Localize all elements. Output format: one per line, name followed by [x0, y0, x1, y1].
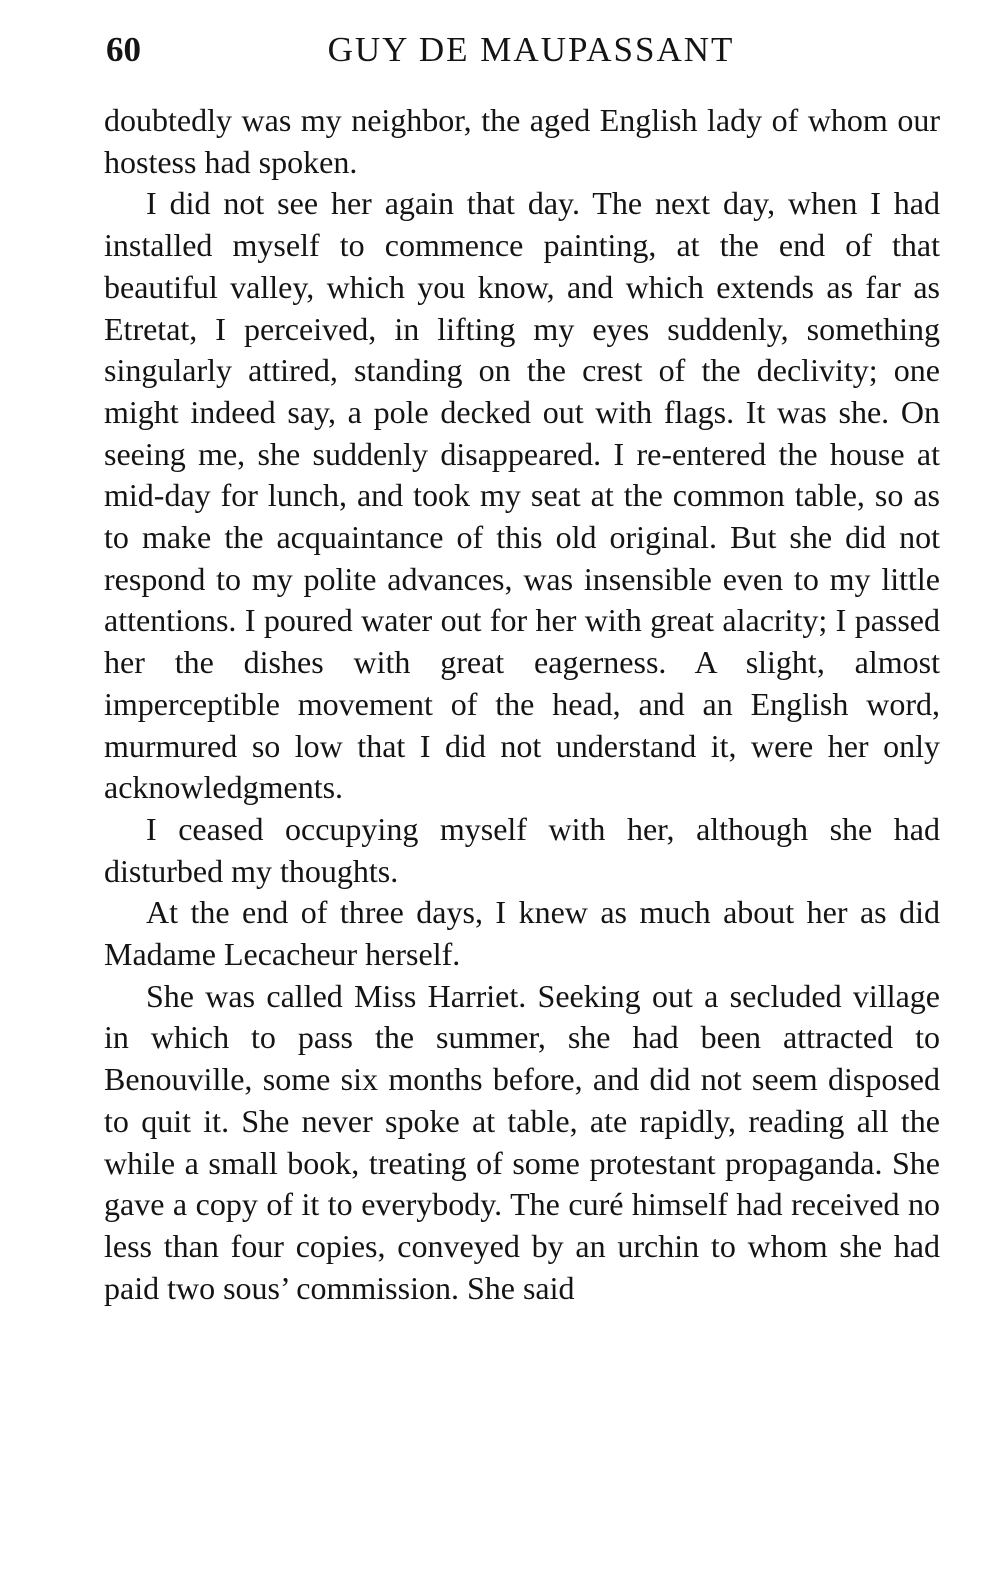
running-head	[104, 28, 940, 76]
body-text	[104, 100, 940, 1309]
paragraph: She was called Miss Harriet. Seeking out a secluded village in which to pass the summer, she had been attracted to Benouville, some six months before, and did not seem disposed to quit it. She never spoke at table, ate rapidly, reading all the while a small book, treating of some protestant propaganda. She gave a copy of it to everybody. The curé himself had received no less than four copies, conveyed by an urchin to whom she had paid two sous’ commission. She said	[104, 977, 940, 1306]
page-number: 60	[106, 30, 141, 69]
paragraph: I ceased occupying myself with her, although she had disturbed my thoughts.	[104, 810, 940, 889]
running-title: GUY DE MAUPASSANT	[327, 30, 735, 69]
paragraph: At the end of three days, I knew as much about her as did Madame Lecacheur herself.	[104, 894, 940, 973]
paragraph: I did not see her again that day. The next day, when I had installed myself to commence painting, at the end of that beautiful valley, which you know, and which extends as far as Etretat, I perceived, in lifting my eyes suddenly, something singularly attired, standing on the crest of the declivity; one might indeed say, a pole decked out with flags. It was she. On seeing me, she suddenly disappeared. I re-entered the house at mid-day for lunch, and took my seat at the common table, so as to make the acquaintance of this old original. But she did not respond to my polite advances, was insensible even to my little attentions. I poured water out for her with great alacrity; I passed her the dishes with great eagerness. A slight, almost imperceptible movement of the head, and an English word, murmured so low that I did not understand it, were her only acknowledgments.	[104, 185, 940, 806]
paragraph-continued: doubtedly was my neighbor, the aged English lady of whom our hostess had spoken.	[104, 102, 940, 180]
